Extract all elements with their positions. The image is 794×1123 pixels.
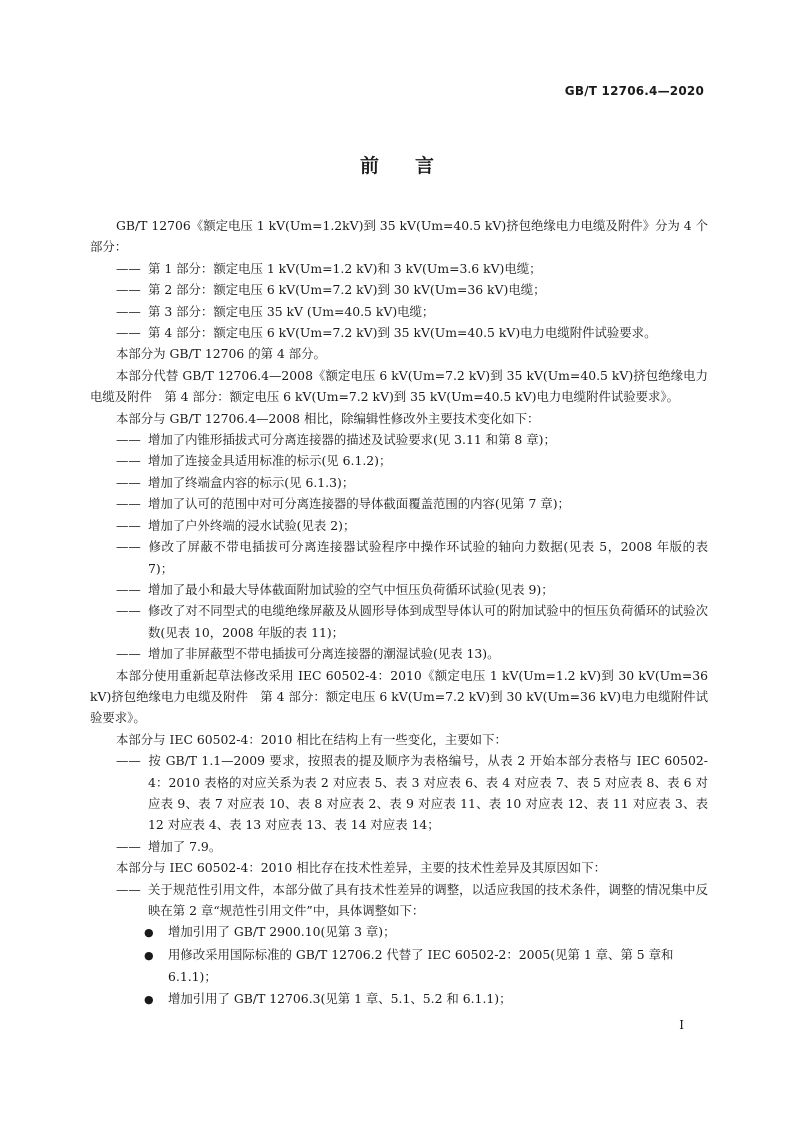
paragraph-text: 第 3 部分：额定电压 35 kV (Um=40.5 kV)电缆； <box>148 303 435 319</box>
paragraph-text: 修改了对不同型式的电缆绝缘屏蔽及从圆形导体到成型导体认可的附加试验中的恒压负荷循环的试验次数(见表 10，2008 年版的表 11)； <box>148 603 708 640</box>
paragraph-text: 本部分代替 GB/T 12706.4—2008《额定电压 6 kV(Um=7.2 kV)到 35 kV(Um=40.5 kV)挤包绝缘电力电缆及附件 第 4 部分：额定电压 6 kV(Um=7.2 kV)到 35 kV(Um=40.5 kV)电力电缆附件试验要求》。 <box>90 367 708 405</box>
dash-marker: —— <box>116 838 141 854</box>
list-item-bullet <box>90 921 708 943</box>
standard-code: GB/T 12706.4—2020 <box>564 84 704 98</box>
paragraph-text: 第 4 部分：额定电压 6 kV(Um=7.2 kV)到 35 kV(Um=40.5 kV)电力电缆附件试验要求。 <box>148 325 657 341</box>
bullet-icon: ● <box>144 948 154 962</box>
paragraph <box>90 343 708 364</box>
dash-marker: —— <box>116 260 141 276</box>
dash-marker: —— <box>116 753 141 769</box>
document-body <box>90 215 708 1010</box>
paragraph-text: 用修改采用国际标准的 GB/T 12706.2 代替了 IEC 60502-2：2005(见第 1 章、第 5 章和 6.1.1)； <box>168 946 674 985</box>
bullet-icon: ● <box>144 926 154 940</box>
paragraph <box>90 408 708 429</box>
list-item-dash <box>90 429 708 450</box>
paragraph-text: 本部分与 GB/T 12706.4—2008 相比，除编辑性修改外主要技术变化如下： <box>116 410 540 426</box>
dash-marker: —— <box>116 474 141 490</box>
dash-marker: —— <box>116 453 141 469</box>
paragraph-text: 增加了最小和最大导体截面附加试验的空气中恒压负荷循环试验(见表 9)； <box>148 581 554 597</box>
paragraph-text: 第 1 部分：额定电压 1 kV(Um=1.2 kV)和 3 kV(Um=3.6 kV)电缆； <box>148 260 542 276</box>
list-item-dash <box>90 750 708 836</box>
paragraph-text: 增加了非屏蔽型不带电插拔可分离连接器的潮湿试验(见表 13)。 <box>148 646 500 662</box>
list-item-dash <box>90 515 708 536</box>
paragraph-text: 增加了连接金具适用标准的标示(见 6.1.2)； <box>148 453 392 469</box>
paragraph-text: 本部分与 IEC 60502-4：2010 相比存在技术性差异，主要的技术性差异及其原因如下： <box>116 860 606 876</box>
paragraph <box>90 857 708 878</box>
paragraph-text: 增加引用了 GB/T 2900.10(见第 3 章)； <box>168 924 396 940</box>
dash-marker: —— <box>116 581 141 597</box>
paragraph-text: GB/T 12706《额定电压 1 kV(Um=1.2kV)到 35 kV(Um=40.5 kV)挤包绝缘电力电缆及附件》分为 4 个部分： <box>90 218 708 255</box>
paragraph <box>90 729 708 750</box>
dash-marker: —— <box>116 325 141 341</box>
paragraph-text: 本部分使用重新起草法修改采用 IEC 60502-4：2010《额定电压 1 kV(Um=1.2 kV)到 30 kV(Um=36 kV)挤包绝缘电力电缆及附件 第 4 部分：额定电压 6 kV(Um=7.2 kV)到 30 kV(Um=36 kV)电力电缆附件试验要求》。 <box>90 667 708 726</box>
list-item-dash <box>90 472 708 493</box>
list-item-dash <box>90 536 708 579</box>
list-item-bullet <box>90 988 708 1010</box>
paragraph <box>90 365 708 408</box>
dash-marker: —— <box>116 517 141 533</box>
list-item-dash <box>90 579 708 600</box>
list-item-dash <box>90 279 708 300</box>
list-item-bullet <box>90 944 708 988</box>
paragraph-text: 增加了内锥形插拔式可分离连接器的描述及试验要求(见 3.11 和第 8 章)； <box>148 432 556 448</box>
list-item-dash <box>90 836 708 857</box>
paragraph-text: 增加了户外终端的浸水试验(见表 2)； <box>148 517 356 533</box>
dash-marker: —— <box>116 539 141 555</box>
list-item-dash <box>90 493 708 514</box>
dash-marker: —— <box>116 303 141 319</box>
page-title: 前言 <box>359 155 470 177</box>
dash-marker: —— <box>116 282 141 298</box>
paragraph-text: 修改了屏蔽不带电插拔可分离连接器试验程序中操作环试验的轴向力数据(见表 5，2008 年版的表 7)； <box>148 539 708 576</box>
dash-marker: —— <box>116 881 141 897</box>
paragraph <box>90 665 708 729</box>
paragraph-text: 增加了认可的范围中对可分离连接器的导体截面覆盖范围的内容(见第 7 章)； <box>148 496 570 512</box>
dash-marker: —— <box>116 603 141 619</box>
page-number: I <box>679 1018 684 1032</box>
dash-marker: —— <box>116 432 141 448</box>
list-item-dash <box>90 450 708 471</box>
list-item-dash <box>90 258 708 279</box>
list-item-dash <box>90 301 708 322</box>
paragraph-text: 本部分为 GB/T 12706 的第 4 部分。 <box>116 346 326 362</box>
dash-marker: —— <box>116 646 141 662</box>
list-item-dash <box>90 643 708 664</box>
paragraph-text: 增加引用了 GB/T 12706.3(见第 1 章、5.1、5.2 和 6.1.1)； <box>168 990 512 1006</box>
list-item-dash <box>90 322 708 343</box>
paragraph-text: 增加了 7.9。 <box>148 838 222 854</box>
bullet-icon: ● <box>144 992 154 1006</box>
dash-marker: —— <box>116 496 141 512</box>
paragraph-text: 增加了终端盒内容的标示(见 6.1.3)； <box>148 474 355 490</box>
list-item-dash <box>90 600 708 643</box>
paragraph-text: 第 2 部分：额定电压 6 kV(Um=7.2 kV)到 30 kV(Um=36 kV)电缆； <box>148 282 546 298</box>
paragraph-text: 按 GB/T 1.1—2009 要求，按照表的提及顺序为表格编号，从表 2 开始本部分表格与 IEC 60502-4：2010 表格的对应关系为表 2 对应表 5、表 3 对应表 6、表 4 对应表 7、表 5 对应表 8、表 6 对应表 9、表 7 对应表 10、表 8 对应表 2、表 9 对应表 11、表 10 对应表 12、表 11 对应表 3、表 12 对应表 4、表 13 对应表 13、表 14 对应表 14； <box>148 753 708 833</box>
list-item-dash <box>90 879 708 922</box>
paragraph <box>90 215 708 258</box>
paragraph-text: 关于规范性引用文件，本部分做了具有技术性差异的调整，以适应我国的技术条件，调整的情况集中反映在第 2 章“规范性引用文件”中，具体调整如下： <box>148 881 708 918</box>
paragraph-text: 本部分与 IEC 60502-4：2010 相比在结构上有一些变化，主要如下： <box>116 731 507 747</box>
